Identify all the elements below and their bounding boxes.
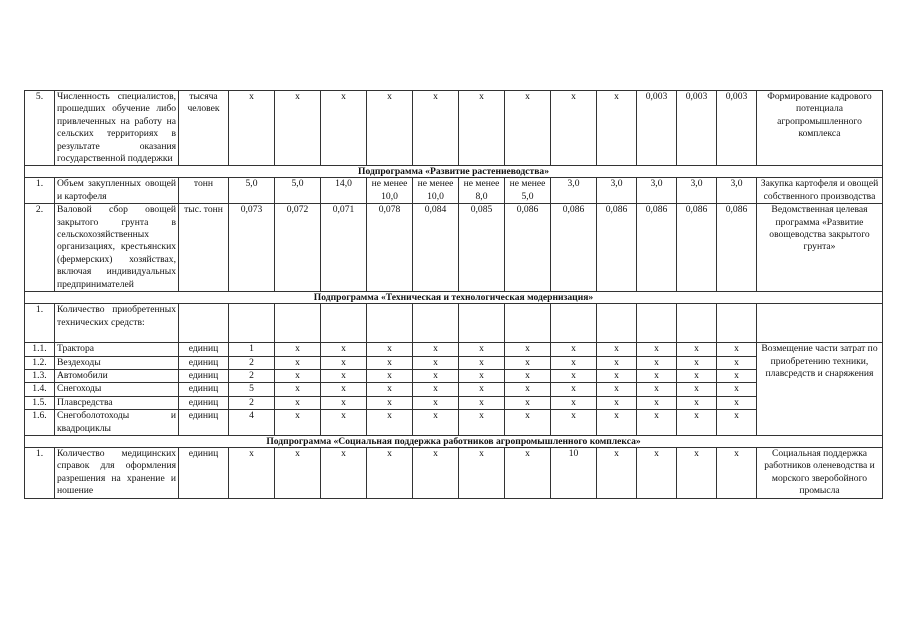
value-cell: х (459, 410, 505, 436)
value-cell: х (637, 410, 677, 436)
value-cell: х (413, 91, 459, 166)
value-cell: 0,086 (677, 204, 717, 292)
unit-cell: единиц (179, 396, 229, 409)
value-cell: 1 (229, 343, 275, 356)
value-cell: х (321, 356, 367, 369)
value-cell: х (321, 383, 367, 396)
value-cell: х (229, 447, 275, 498)
table-row (25, 178, 883, 204)
value-cell (459, 304, 505, 343)
value-cell: 0,086 (717, 204, 757, 292)
indicator-name: Плавсредства (55, 396, 179, 409)
value-cell: х (321, 91, 367, 166)
value-cell: х (367, 343, 413, 356)
indicator-name: Объем закупленных овощей и картофеля (55, 178, 179, 204)
value-cell: х (275, 383, 321, 396)
indicator-name: Снегоболотоходы и квадроциклы (55, 410, 179, 436)
section-header-row (25, 292, 883, 304)
value-cell: х (321, 396, 367, 409)
value-cell: 5,0 (229, 178, 275, 204)
value-cell (413, 304, 459, 343)
value-cell: х (505, 369, 551, 382)
value-cell: х (459, 369, 505, 382)
row-number: 1.2. (25, 356, 55, 369)
row-number: 1.3. (25, 369, 55, 382)
row-number: 1.1. (25, 343, 55, 356)
value-cell: 0,086 (551, 204, 597, 292)
value-cell: 0,003 (677, 91, 717, 166)
table-row (25, 356, 883, 369)
value-cell (367, 304, 413, 343)
value-cell: 14,0 (321, 178, 367, 204)
table-row (25, 204, 883, 292)
row-number: 2. (25, 204, 55, 292)
value-cell: х (551, 343, 597, 356)
value-cell: 0,073 (229, 204, 275, 292)
value-cell: 3,0 (717, 178, 757, 204)
unit-cell (179, 304, 229, 343)
value-cell: х (229, 91, 275, 166)
indicator-name: Валовой сбор овощей закрытого грунта в сельскохозяйственных организациях, крестьянских (фермерских) хозяйствах, включая индивидуальных предпринимателей (55, 204, 179, 292)
value-cell: 0,084 (413, 204, 459, 292)
indicator-name: Количество медицинских справок для оформления разрешения на хранение и ношение (55, 447, 179, 498)
unit-cell: тонн (179, 178, 229, 204)
value-cell (229, 304, 275, 343)
row-number: 1. (25, 178, 55, 204)
value-cell: 3,0 (597, 178, 637, 204)
value-cell: х (637, 447, 677, 498)
value-cell: х (677, 447, 717, 498)
value-cell: х (597, 447, 637, 498)
table-row (25, 91, 883, 166)
indicator-name: Снегоходы (55, 383, 179, 396)
value-cell: х (505, 410, 551, 436)
value-cell: х (717, 356, 757, 369)
unit-cell: единиц (179, 447, 229, 498)
value-cell: х (413, 447, 459, 498)
value-cell: х (551, 410, 597, 436)
section-header-row (25, 435, 883, 447)
value-cell: 0,086 (597, 204, 637, 292)
value-cell: х (597, 410, 637, 436)
note-cell: Возмещение части затрат по приобретению техники, плавсредств и снаряжения (757, 343, 883, 436)
value-cell: х (677, 343, 717, 356)
value-cell: х (367, 383, 413, 396)
value-cell: х (367, 91, 413, 166)
section-title: Подпрограмма «Развитие растениеводства» (25, 166, 883, 178)
value-cell: не менее 10,0 (413, 178, 459, 204)
value-cell: х (459, 356, 505, 369)
note-cell: Закупка картофеля и овощей собственного производства (757, 178, 883, 204)
indicator-name: Количество приобретенных технических средств: (55, 304, 179, 343)
value-cell: х (717, 447, 757, 498)
value-cell: х (717, 410, 757, 436)
value-cell: не менее 5,0 (505, 178, 551, 204)
value-cell: х (551, 369, 597, 382)
table-row (25, 369, 883, 382)
value-cell: х (275, 410, 321, 436)
value-cell: х (275, 396, 321, 409)
value-cell: х (413, 396, 459, 409)
value-cell: х (677, 383, 717, 396)
value-cell: 0,086 (637, 204, 677, 292)
row-number: 1. (25, 304, 55, 343)
value-cell: х (275, 91, 321, 166)
value-cell: 5,0 (275, 178, 321, 204)
value-cell: х (459, 447, 505, 498)
value-cell: 0,072 (275, 204, 321, 292)
section-header-row (25, 166, 883, 178)
value-cell: х (551, 356, 597, 369)
table-row (25, 383, 883, 396)
value-cell: х (597, 356, 637, 369)
value-cell: 0,078 (367, 204, 413, 292)
value-cell: х (597, 91, 637, 166)
indicators-table (24, 90, 883, 499)
value-cell: не менее 10,0 (367, 178, 413, 204)
value-cell: х (321, 343, 367, 356)
table-row (25, 447, 883, 498)
value-cell: х (505, 91, 551, 166)
value-cell: х (677, 369, 717, 382)
note-cell: Ведомственная целевая программа «Развитие овощеводства закрытого грунта» (757, 204, 883, 292)
unit-cell: единиц (179, 410, 229, 436)
value-cell: х (367, 410, 413, 436)
value-cell: х (505, 343, 551, 356)
value-cell: х (275, 447, 321, 498)
value-cell: 2 (229, 356, 275, 369)
value-cell (505, 304, 551, 343)
value-cell: 0,003 (637, 91, 677, 166)
unit-cell: единиц (179, 369, 229, 382)
value-cell: 0,003 (717, 91, 757, 166)
value-cell: х (637, 356, 677, 369)
value-cell: х (413, 356, 459, 369)
value-cell: 3,0 (551, 178, 597, 204)
row-number: 1.4. (25, 383, 55, 396)
value-cell: х (637, 383, 677, 396)
value-cell: х (459, 343, 505, 356)
value-cell: х (275, 356, 321, 369)
unit-cell: единиц (179, 356, 229, 369)
value-cell: х (597, 383, 637, 396)
value-cell: х (717, 396, 757, 409)
value-cell: х (413, 383, 459, 396)
value-cell: х (551, 396, 597, 409)
value-cell: х (677, 356, 717, 369)
value-cell: х (677, 396, 717, 409)
value-cell: х (637, 343, 677, 356)
value-cell: х (459, 383, 505, 396)
row-number: 1. (25, 447, 55, 498)
value-cell: 0,071 (321, 204, 367, 292)
value-cell: х (637, 396, 677, 409)
indicator-name: Автомобили (55, 369, 179, 382)
note-cell: Социальная поддержка работников оленеводства и морского зверобойного промысла (757, 447, 883, 498)
section-title: Подпрограмма «Социальная поддержка работников агропромышленного комплекса» (25, 435, 883, 447)
value-cell: х (551, 91, 597, 166)
value-cell: х (367, 369, 413, 382)
value-cell: 4 (229, 410, 275, 436)
value-cell: х (597, 369, 637, 382)
row-number: 1.5. (25, 396, 55, 409)
unit-cell: тыс. тонн (179, 204, 229, 292)
row-number: 1.6. (25, 410, 55, 436)
value-cell: х (717, 343, 757, 356)
value-cell: х (637, 369, 677, 382)
indicator-name: Вездеходы (55, 356, 179, 369)
value-cell: х (413, 343, 459, 356)
unit-cell: единиц (179, 383, 229, 396)
value-cell: х (717, 383, 757, 396)
value-cell: 3,0 (637, 178, 677, 204)
value-cell (677, 304, 717, 343)
value-cell: 2 (229, 369, 275, 382)
value-cell: 0,086 (505, 204, 551, 292)
value-cell: х (275, 343, 321, 356)
value-cell: х (321, 410, 367, 436)
value-cell (597, 304, 637, 343)
indicator-name: Трактора (55, 343, 179, 356)
value-cell: х (275, 369, 321, 382)
value-cell: 0,085 (459, 204, 505, 292)
note-cell: Формирование кадрового потенциала агропромышленного комплекса (757, 91, 883, 166)
value-cell (551, 304, 597, 343)
value-cell: 10 (551, 447, 597, 498)
value-cell: х (367, 356, 413, 369)
value-cell: х (717, 369, 757, 382)
row-number: 5. (25, 91, 55, 166)
value-cell: 2 (229, 396, 275, 409)
unit-cell: единиц (179, 343, 229, 356)
value-cell: х (367, 396, 413, 409)
table-row (25, 396, 883, 409)
value-cell: х (413, 369, 459, 382)
value-cell (275, 304, 321, 343)
note-cell (757, 304, 883, 343)
value-cell: х (551, 383, 597, 396)
section-title: Подпрограмма «Техническая и технологическая модернизация» (25, 292, 883, 304)
value-cell (717, 304, 757, 343)
value-cell: х (677, 410, 717, 436)
value-cell: х (505, 447, 551, 498)
value-cell: х (459, 91, 505, 166)
value-cell: х (321, 447, 367, 498)
table-row (25, 343, 883, 356)
indicator-name: Численность специалистов, прошедших обучение либо привлеченных на работу на сельских территориях в результате оказания государственной поддержки (55, 91, 179, 166)
value-cell: х (321, 369, 367, 382)
value-cell: х (597, 343, 637, 356)
value-cell: х (505, 356, 551, 369)
value-cell: х (367, 447, 413, 498)
value-cell: х (413, 410, 459, 436)
value-cell: х (505, 396, 551, 409)
value-cell: 3,0 (677, 178, 717, 204)
value-cell: 5 (229, 383, 275, 396)
value-cell (637, 304, 677, 343)
value-cell: х (597, 396, 637, 409)
value-cell (321, 304, 367, 343)
value-cell: х (459, 396, 505, 409)
table-row (25, 410, 883, 436)
value-cell: не менее 8,0 (459, 178, 505, 204)
value-cell: х (505, 383, 551, 396)
group-row (25, 304, 883, 343)
unit-cell: тысяча человек (179, 91, 229, 166)
